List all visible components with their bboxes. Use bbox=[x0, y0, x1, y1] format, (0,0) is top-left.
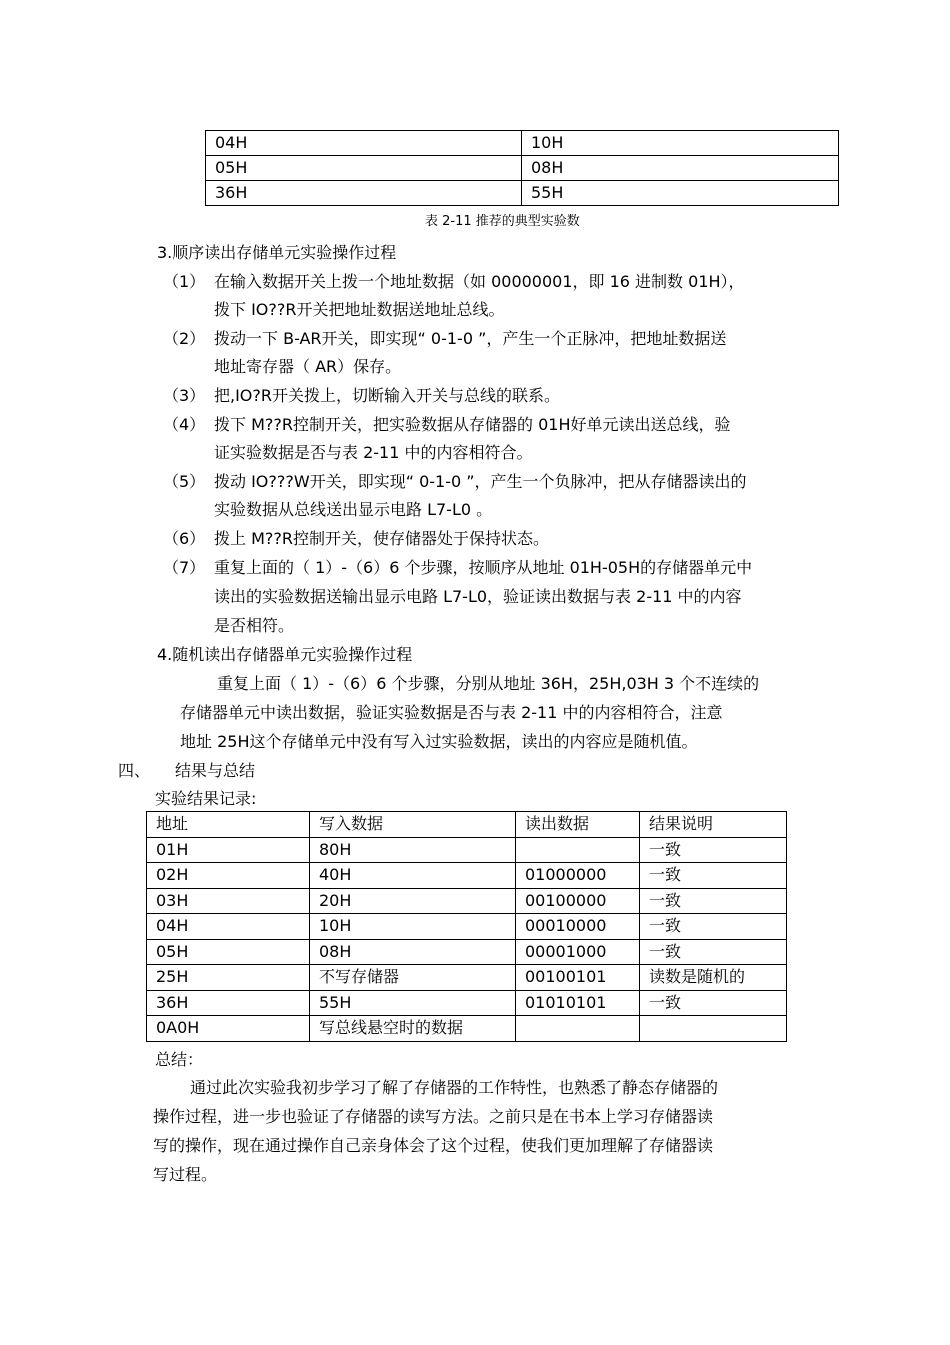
table-cell bbox=[516, 1016, 640, 1042]
table-cell: 04H bbox=[147, 914, 310, 940]
summary-line: 操作过程，进一步也验证了存储器的读写方法。之前只是在书本上学习存储器读 bbox=[153, 1107, 714, 1126]
section-3-heading: 3.顺序读出存储单元实验操作过程 bbox=[157, 243, 397, 262]
step-text: 拨上 M??R控制开关，使存储器处于保持状态。 bbox=[214, 529, 549, 548]
summary-line: 通过此次实验我初步学习了解了存储器的工作特性，也熟悉了静态存储器的 bbox=[190, 1078, 719, 1097]
step-text: 拨下 IO??R开关把地址数据送地址总线。 bbox=[214, 300, 505, 319]
step-text: 把,IO?R开关拨上，切断输入开关与总线的联系。 bbox=[214, 386, 561, 405]
step-text: 拨动一下 B-AR开关，即实现“ 0-1-0 ”，产生一个正脉冲，把地址数据送 bbox=[214, 329, 727, 348]
summary-label: 总结： bbox=[155, 1050, 204, 1069]
column-header: 读出数据 bbox=[516, 812, 640, 838]
step-text: 实验数据从总线送出显示电路 L7-L0 。 bbox=[214, 500, 493, 519]
table-cell: 00100000 bbox=[516, 888, 640, 914]
section-4-heading: 4.随机读出存储器单元实验操作过程 bbox=[157, 645, 413, 664]
table-cell: 36H bbox=[147, 990, 310, 1016]
results-table bbox=[146, 811, 787, 1042]
table-cell: 05H bbox=[147, 939, 310, 965]
table-cell: 00010000 bbox=[516, 914, 640, 940]
table-cell: 02H bbox=[147, 863, 310, 889]
step-text: 在输入数据开关上拨一个地址数据（如 00000001，即 16 进制数 01H）， bbox=[214, 272, 745, 291]
table-cell: 55H bbox=[310, 990, 516, 1016]
table-cell: 写总线悬空时的数据 bbox=[310, 1016, 516, 1042]
step-number: （6） bbox=[163, 529, 206, 548]
table-row bbox=[206, 181, 839, 206]
results-label: 实验结果记录: bbox=[155, 789, 257, 808]
table-cell: 05H bbox=[206, 156, 522, 181]
table-cell: 读数是随机的 bbox=[640, 965, 787, 991]
table-cell: 04H bbox=[206, 131, 522, 156]
table-row bbox=[147, 1016, 787, 1042]
table-caption: 表 2-11 推荐的典型实验数 bbox=[425, 214, 580, 229]
table-row bbox=[147, 965, 787, 991]
table-cell: 一致 bbox=[640, 863, 787, 889]
summary-line: 写的操作，现在通过操作自己亲身体会了这个过程，使我们更加理解了存储器读 bbox=[153, 1136, 714, 1155]
step-number: （3） bbox=[163, 386, 206, 405]
table-row bbox=[147, 939, 787, 965]
table-cell: 01000000 bbox=[516, 863, 640, 889]
step-text: 拨动 IO???W开关，即实现“ 0-1-0 ”，产生一个负脉冲，把从存储器读出的 bbox=[214, 472, 747, 491]
table-cell: 一致 bbox=[640, 914, 787, 940]
table-row bbox=[147, 888, 787, 914]
table-header-row bbox=[147, 812, 787, 838]
step-number: （5） bbox=[163, 472, 206, 491]
table-row bbox=[147, 863, 787, 889]
paragraph-line: 地址 25H这个存储单元中没有写入过实验数据，读出的内容应是随机值。 bbox=[180, 732, 698, 751]
table-cell: 80H bbox=[310, 837, 516, 863]
table-cell: 01H bbox=[147, 837, 310, 863]
table-cell: 00100101 bbox=[516, 965, 640, 991]
table-cell: 25H bbox=[147, 965, 310, 991]
table-cell: 01010101 bbox=[516, 990, 640, 1016]
table-cell bbox=[640, 1016, 787, 1042]
table-cell: 03H bbox=[147, 888, 310, 914]
table-cell: 一致 bbox=[640, 990, 787, 1016]
table-cell: 08H bbox=[310, 939, 516, 965]
step-number: （1） bbox=[163, 272, 206, 291]
table-cell: 20H bbox=[310, 888, 516, 914]
step-number: （2） bbox=[163, 329, 206, 348]
column-header: 地址 bbox=[147, 812, 310, 838]
table-row bbox=[147, 914, 787, 940]
table-cell: 一致 bbox=[640, 939, 787, 965]
part-title: 结果与总结 bbox=[175, 761, 256, 780]
table-cell: 一致 bbox=[640, 888, 787, 914]
table-row bbox=[147, 990, 787, 1016]
recommended-data-table bbox=[205, 130, 839, 206]
table-cell: 55H bbox=[522, 181, 839, 206]
step-number: （4） bbox=[163, 415, 206, 434]
table-cell: 10H bbox=[310, 914, 516, 940]
step-text: 读出的实验数据送输出显示电路 L7-L0，验证读出数据与表 2-11 中的内容 bbox=[214, 587, 742, 606]
step-text: 是否相符。 bbox=[214, 616, 295, 635]
column-header: 结果说明 bbox=[640, 812, 787, 838]
step-text: 证实验数据是否与表 2-11 中的内容相符合。 bbox=[214, 443, 533, 462]
table-cell: 00001000 bbox=[516, 939, 640, 965]
step-text: 地址寄存器（ AR）保存。 bbox=[214, 357, 402, 376]
table-cell: 不写存储器 bbox=[310, 965, 516, 991]
paragraph-line: 存储器单元中读出数据，验证实验数据是否与表 2-11 中的内容相符合，注意 bbox=[180, 703, 723, 722]
table-row bbox=[206, 131, 839, 156]
step-text: 拨下 M??R控制开关，把实验数据从存储器的 01H好单元读出送总线，验 bbox=[214, 415, 731, 434]
table-cell: 10H bbox=[522, 131, 839, 156]
table-row bbox=[147, 837, 787, 863]
table-row bbox=[206, 156, 839, 181]
summary-line: 写过程。 bbox=[153, 1165, 218, 1184]
part-number: 四、 bbox=[118, 761, 151, 780]
table-cell: 一致 bbox=[640, 837, 787, 863]
step-number: （7） bbox=[163, 558, 206, 577]
step-text: 重复上面的（ 1）-（6）6 个步骤，按顺序从地址 01H-05H的存储器单元中 bbox=[214, 558, 753, 577]
paragraph-line: 重复上面（ 1）-（6）6 个步骤，分别从地址 36H，25H,03H 3 个不连续的 bbox=[217, 674, 760, 693]
table-cell: 08H bbox=[522, 156, 839, 181]
table-cell: 0A0H bbox=[147, 1016, 310, 1042]
table-cell bbox=[516, 837, 640, 863]
column-header: 写入数据 bbox=[310, 812, 516, 838]
table-cell: 36H bbox=[206, 181, 522, 206]
table-cell: 40H bbox=[310, 863, 516, 889]
